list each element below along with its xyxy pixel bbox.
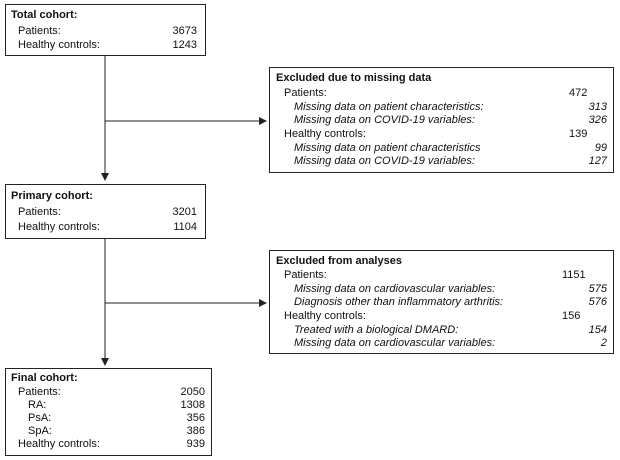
final-subgroup-label: SpA: <box>28 425 52 437</box>
excluded-analyses-patients-sub-label: Missing data on cardiovascular variables: <box>294 283 496 295</box>
total-cohort-title: Total cohort: <box>11 9 78 21</box>
total-controls-value: 1243 <box>172 39 197 51</box>
final-subgroup-value: 386 <box>186 425 205 437</box>
primary-patients-value: 3201 <box>172 206 197 218</box>
total-controls-label: Healthy controls: <box>18 39 100 51</box>
excluded-analyses-controls-sub-value: 2 <box>600 337 607 349</box>
excluded-analyses-controls-sub-label: Treated with a biological DMARD: <box>294 324 459 336</box>
excluded-missing-patients-sub-value: 313 <box>588 101 607 113</box>
excluded-missing-patients-value: 472 <box>569 87 588 99</box>
excluded-missing-patients-sub-label: Missing data on COVID-19 variables: <box>294 114 475 126</box>
total-patients-value: 3673 <box>172 25 197 37</box>
excluded-analyses-controls-sub-label: Missing data on cardiovascular variables: <box>294 337 496 349</box>
excluded-analyses-patients-sub-label: Diagnosis other than inflammatory arthritis: <box>294 296 504 308</box>
excluded-missing-controls-sub-label: Missing data on patient characteristics <box>294 142 481 154</box>
final-subgroup-value: 356 <box>186 412 205 424</box>
total-cohort-box <box>5 4 206 56</box>
excluded-missing-patients-sub-value: 326 <box>588 114 607 126</box>
excluded-analyses-controls-value: 156 <box>562 310 581 322</box>
final-cohort-box <box>5 368 212 456</box>
excluded-analyses-controls-sub-value: 154 <box>588 324 607 336</box>
excluded-analyses-controls-label: Healthy controls: <box>284 310 366 322</box>
final-patients-label: Patients: <box>18 386 61 398</box>
total-patients-label: Patients: <box>18 25 61 37</box>
final-controls-label: Healthy controls: <box>18 438 100 450</box>
excluded-analyses-patients-sub-value: 575 <box>588 283 607 295</box>
excluded-analyses-patients-sub-value: 576 <box>588 296 607 308</box>
excluded-missing-controls-sub-value: 127 <box>588 155 607 167</box>
primary-controls-value: 1104 <box>173 221 197 233</box>
final-patients-value: 2050 <box>180 386 205 398</box>
final-subgroup-label: PsA: <box>28 412 52 424</box>
final-subgroup-label: RA: <box>28 399 47 411</box>
primary-controls-label: Healthy controls: <box>18 221 100 233</box>
primary-cohort-title: Primary cohort: <box>11 190 93 202</box>
excluded-analyses-title: Excluded from analyses <box>276 255 402 267</box>
final-controls-value: 939 <box>186 438 205 450</box>
excluded-missing-controls-label: Healthy controls: <box>284 128 366 140</box>
excluded-missing-box <box>269 67 614 173</box>
final-cohort-title: Final cohort: <box>11 372 78 384</box>
excluded-missing-controls-sub-value: 99 <box>594 142 607 154</box>
excluded-analyses-patients-label: Patients: <box>284 269 327 281</box>
excluded-analyses-patients-value: 1151 <box>562 269 586 281</box>
excluded-missing-controls-value: 139 <box>569 128 588 140</box>
excluded-missing-patients-label: Patients: <box>284 87 327 99</box>
excluded-missing-title: Excluded due to missing data <box>276 72 432 84</box>
excluded-missing-controls-sub-label: Missing data on COVID-19 variables: <box>294 155 475 167</box>
excluded-missing-patients-sub-label: Missing data on patient characteristics: <box>294 101 484 113</box>
primary-cohort-box <box>5 184 206 239</box>
primary-patients-label: Patients: <box>18 206 61 218</box>
excluded-analyses-box <box>269 250 614 354</box>
final-subgroup-value: 1308 <box>180 399 205 411</box>
